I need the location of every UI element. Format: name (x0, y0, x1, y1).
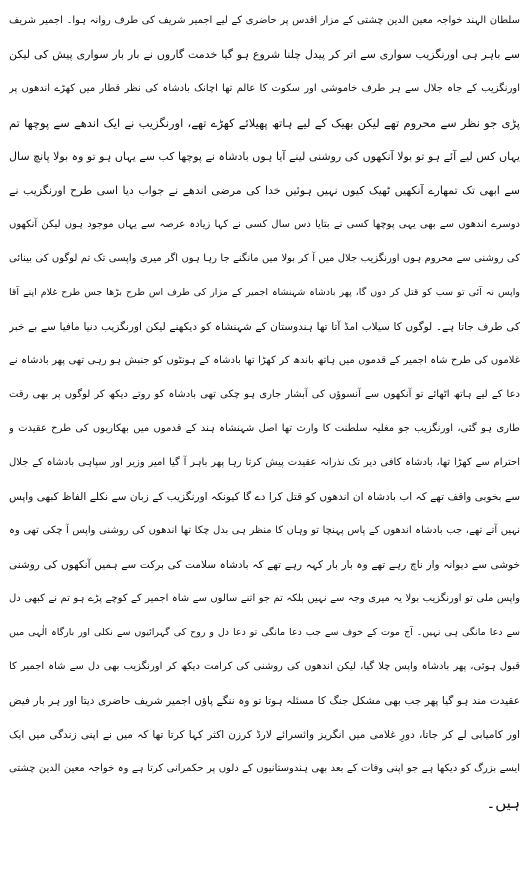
text-line-4: پڑی جو نظر سے محروم تھے لیکن بھیک کے لیے ہاتھ پھیلائے کھڑے تھے، اورنگزیب نے ایک اندھے سے پوچھا تم (9, 116, 520, 130)
text-line-19: سے دعا مانگی ہی نہیں۔ آج موت کے خوف سے جب دعا مانگی تو دعا دل و روح کی گہرائیوں سے نکلی اور بارگاہ الٰہی میں (9, 627, 520, 638)
text-line-14: احترام سے کھڑا تھا، بادشاہ کافی دیر تک نذرانہ عقیدت پیش کرتا رہا پھر باہر آ گیا امیر وزیر اور سپاہی بادشاہ کے جلال (9, 457, 520, 468)
text-line-17: خوشی سے دیوانہ وار ناچ رہے تھے وہ بار بار کہہ رہے تھے کہ بادشاہ سلامت کی برکت سے ہمیں آنکھوں کی روشنی (9, 559, 520, 571)
text-line-7: دوسرے اندھوں سے بھی یہی پوچھا کسی نے بتایا دس سال کسی نے کہا زیادہ عرصہ سے یہاں موجود ہوں لیکن آنکھوں (9, 219, 520, 230)
text-line-24: ہیں۔ (486, 794, 520, 812)
text-line-6: سے ابھی تک تمھارے آنکھیں ٹھیک کیوں نہیں ہوئیں خدا کی مرضی اندھے نے جواب دیا اسی طرح اورنگزیب نے (9, 184, 520, 197)
text-line-20: قبول ہوئی، پھر بادشاہ واپس چلا گیا، لیکن اندھوں کی روشنی کی کرامت دیکھ کر اورنگزیب بھی دل سے شاہ اجمیر کا (9, 661, 520, 672)
text-line-21: عقیدت مند ہو گیا پھر جب بھی مشکل جنگ کا مسئلہ ہوتا تو وہ ننگے پاؤں اجمیر شریف حاضری دیتا اور ہر بار فیض (9, 695, 520, 707)
article-body (9, 4, 520, 820)
text-line-3: اورنگزیب کے جاہ جلال سے ہر طرف خاموشی اور سکوت کا عالم تھا اچانک بادشاہ کی نظر قطار میں کھڑے اندھوں پر (9, 83, 520, 94)
text-line-1: سلطان الہند خواجہ معین الدین چشتی کے مزار اقدس پر حاضری کے لیے اجمیر شریف کی طرف روانہ ہوا۔ اجمیر شریف (9, 15, 520, 26)
text-line-5: یہاں کس لیے آئے ہو تو بولا آنکھوں کی روشنی لینے آیا ہوں بادشاہ نے پوچھا کب سے یہاں ہو تو وہ بولا پانچ سال (9, 150, 520, 163)
text-line-8: کی روشنی سے محروم ہوں اورنگزیب جلال میں آ کر بولا میں مانگنے جا رہا ہوں اگر میری واپسی تک تم لوگوں کی بینائی (9, 253, 520, 264)
text-line-16: نہیں آتے تھے، جب بادشاہ اندھوں کے پاس پہنچا تو وہاں کا منظر ہی بدل چکا تھا اندھوں کی روشنی واپس آ چکی تھی وہ (9, 525, 520, 536)
text-line-18: واپس ملی تو اورنگزیب بولا یہ میری وجہ سے نہیں بلکہ تم جو اتنے سالوں سے شاہ اجمیر کے کوچے پڑے ہو تم نے کبھی دل (9, 593, 520, 604)
text-line-23: ایسے بزرگ کو دیکھا ہے جو اپنی وفات کے بعد بھی ہندوستانیوں کے دلوں پر حکمرانی کرتا ہے وہ خواجہ معین الدین چشتی (9, 763, 520, 774)
text-line-10: کی طرف جاتا ہے۔ لوگوں کا سیلاب امڈ آتا تھا ہندوستان کے شہنشاہ کو دیکھنے لیکن اورنگزیب دنیا مافیا سے بے خبر (9, 321, 520, 333)
text-line-9: واپس نہ آئی تو سب کو قتل کر دوں گا، پھر بادشاہ شہنشاہ اجمیر کے مزار کی طرف اس طرح بڑھا جس طرح غلام اپنے آقا (9, 287, 520, 298)
text-line-22: اور کامیابی لے کر جاتا، دورِ غلامی میں انگریز وائسرائے لارڈ کرزن اکثر کہا کرتا تھا کہ میں نے اپنی زندگی میں ایک (9, 729, 520, 741)
text-line-2: سے باہر ہی اورنگزیب سواری سے اتر کر پیدل چلنا شروع ہو گیا خدمت گاروں نے بار بار سواری پیش کی لیکن (9, 48, 520, 61)
text-line-12: دعا کے لیے ہاتھ اٹھائے تو آنکھوں سے آنسوؤں کی آبشار جاری ہو چکی تھی بادشاہ کو روتے دیکھ کر لوگوں پر بھی رقت (9, 389, 520, 400)
text-line-15: سے بخوبی واقف تھے کہ اب بادشاہ ان اندھوں کو قتل کرا دے گا کیونکہ اورنگزیب کے زبان سے نکلے الفاظ کبھی واپس (9, 491, 520, 503)
text-line-13: طاری ہو گئی، اورنگزیب جو مغلیہ سلطنت کا وارث تھا اصل شہنشاہ ہند کے قدموں میں بھکاریوں کی طرح عقیدت و (9, 423, 520, 434)
text-line-11: غلاموں کی طرح شاہ اجمیر کے قدموں میں ہاتھ باندھ کر کھڑا تھا بادشاہ کے ہونٹوں کو جنبش ہو رہی تھی پھر بادشاہ نے (9, 355, 520, 366)
